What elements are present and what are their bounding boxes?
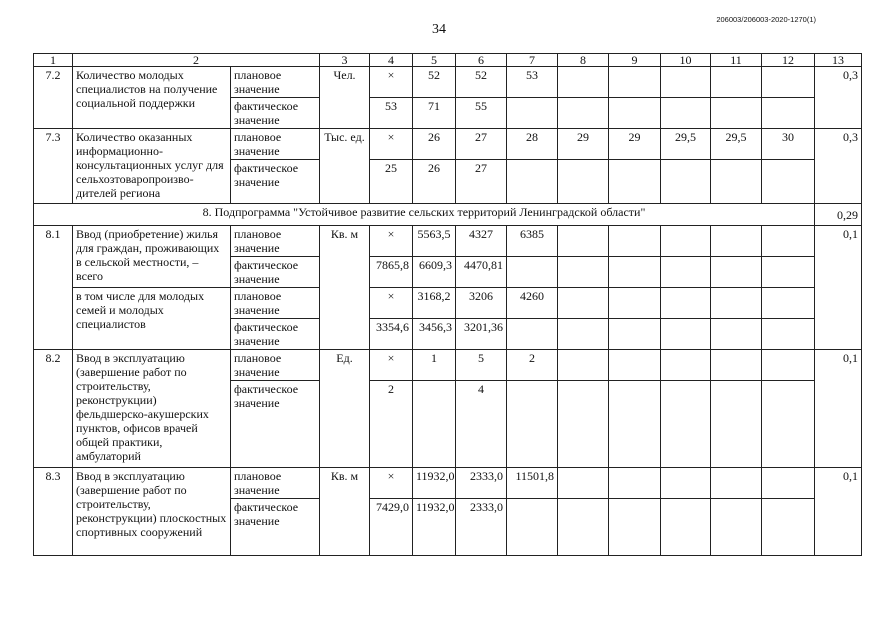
value-cell [558,381,609,468]
fact-label: фактическое значение [231,257,320,288]
header-cell: 2 [73,54,320,67]
value-cell [661,499,711,556]
value-cell [558,350,609,381]
value-cell: 3168,2 [413,288,456,319]
value-cell: 2333,0 [456,468,507,499]
value-cell: × [370,129,413,160]
value-cell: 26 [413,160,456,204]
value-cell: × [370,350,413,381]
value-cell [507,257,558,288]
value-cell: 2333,0 [456,499,507,556]
value-cell: 25 [370,160,413,204]
weight-cell: 0,1 [815,468,862,556]
value-cell: 11932,0 [413,468,456,499]
value-cell [762,319,815,350]
value-cell: 5 [456,350,507,381]
fact-label: фактическое значение [231,499,320,556]
weight-cell: 0,1 [815,226,862,350]
value-cell: 7429,0 [370,499,413,556]
value-cell: 3354,6 [370,319,413,350]
value-cell: 5563,5 [413,226,456,257]
value-cell [711,288,762,319]
header-cell: 5 [413,54,456,67]
plan-label: плановое значение [231,468,320,499]
value-cell [661,319,711,350]
weight-cell: 0,29 [815,204,862,226]
value-cell: 1 [413,350,456,381]
value-cell [711,319,762,350]
section-row [34,204,862,226]
value-cell: × [370,67,413,98]
value-cell [762,381,815,468]
value-cell: 27 [456,160,507,204]
value-cell [762,468,815,499]
value-cell [558,160,609,204]
indicator-subname: в том числе для молодых семей и молодых специалистов [73,288,231,350]
value-cell [762,160,815,204]
value-cell: × [370,288,413,319]
value-cell [711,350,762,381]
value-cell: 71 [413,98,456,129]
value-cell: 2 [370,381,413,468]
value-cell [609,319,661,350]
weight-cell: 0,3 [815,67,862,129]
value-cell: 7865,8 [370,257,413,288]
indicator-name: Ввод в эксплуатацию (завершение работ по строительству, реконструкции) фельдшерско-акушерских пунктов, офисов врачей общей практики, амбулаторий [73,350,231,468]
value-cell [762,226,815,257]
value-cell [558,98,609,129]
value-cell [558,257,609,288]
row-number: 8.1 [34,226,73,350]
weight-cell: 0,1 [815,350,862,468]
row-number: 7.3 [34,129,73,204]
value-cell: 29 [558,129,609,160]
table-row [34,468,862,499]
table-row [34,67,862,98]
value-cell: 29,5 [711,129,762,160]
unit-cell: Тыс. ед. [320,129,370,204]
value-cell [609,381,661,468]
value-cell: 2 [507,350,558,381]
value-cell [762,499,815,556]
table-row [34,226,862,257]
weight-cell: 0,3 [815,129,862,204]
unit-cell: Кв. м [320,468,370,556]
value-cell: 52 [456,67,507,98]
indicator-name: Количество молодых специалистов на получение социальной поддержки [73,67,231,129]
value-cell [661,67,711,98]
value-cell: × [370,468,413,499]
plan-label: плановое значение [231,129,320,160]
value-cell [661,350,711,381]
value-cell [558,288,609,319]
plan-label: плановое значение [231,288,320,319]
header-row [34,54,862,67]
value-cell [413,381,456,468]
value-cell [661,288,711,319]
value-cell: 29 [609,129,661,160]
value-cell: 4260 [507,288,558,319]
value-cell [558,226,609,257]
header-cell: 12 [762,54,815,67]
value-cell [661,381,711,468]
plan-label: плановое значение [231,67,320,98]
value-cell [507,98,558,129]
value-cell [558,67,609,98]
value-cell [558,319,609,350]
value-cell [661,226,711,257]
value-cell: 6385 [507,226,558,257]
value-cell: 55 [456,98,507,129]
document-code: 206003/206003-2020-1270(1) [716,15,816,24]
value-cell: 11501,8 [507,468,558,499]
value-cell [661,468,711,499]
header-cell: 4 [370,54,413,67]
value-cell: 53 [370,98,413,129]
value-cell [507,499,558,556]
value-cell [558,468,609,499]
value-cell [762,257,815,288]
value-cell [507,381,558,468]
row-number: 8.2 [34,350,73,468]
header-cell: 6 [456,54,507,67]
fact-label: фактическое значение [231,98,320,129]
value-cell [609,160,661,204]
value-cell [609,499,661,556]
value-cell: 6609,3 [413,257,456,288]
value-cell [558,499,609,556]
table-row [34,350,862,381]
row-number: 8.3 [34,468,73,556]
value-cell: 11932,0 [413,499,456,556]
value-cell [661,160,711,204]
row-number: 7.2 [34,67,73,129]
value-cell: 52 [413,67,456,98]
header-cell: 7 [507,54,558,67]
value-cell: 4470,81 [456,257,507,288]
page-number: 34 [432,22,446,37]
indicator-name: Ввод (приобретение) жилья для граждан, проживающих в сельской местности, – всего [73,226,231,288]
table-row [34,288,862,319]
value-cell: 3456,3 [413,319,456,350]
fact-label: фактическое значение [231,381,320,468]
header-cell: 8 [558,54,609,67]
value-cell [507,160,558,204]
unit-cell: Ед. [320,350,370,468]
header-cell: 9 [609,54,661,67]
section-title: 8. Подпрограмма "Устойчивое развитие сельских территорий Ленинградской области" [34,204,815,226]
value-cell [609,67,661,98]
value-cell: 30 [762,129,815,160]
value-cell [609,468,661,499]
indicator-table [33,53,862,556]
value-cell: 27 [456,129,507,160]
value-cell [711,381,762,468]
value-cell: 29,5 [661,129,711,160]
value-cell [609,257,661,288]
value-cell [711,226,762,257]
value-cell [661,98,711,129]
header-cell: 3 [320,54,370,67]
value-cell [762,67,815,98]
value-cell: 3206 [456,288,507,319]
indicator-name: Ввод в эксплуатацию (завершение работ по строительству, реконструкции) плоскостных спортивных сооружений [73,468,231,556]
header-cell: 1 [34,54,73,67]
value-cell [711,257,762,288]
value-cell [711,468,762,499]
value-cell [711,499,762,556]
value-cell [762,288,815,319]
value-cell: × [370,226,413,257]
value-cell: 28 [507,129,558,160]
value-cell: 3201,36 [456,319,507,350]
value-cell [609,98,661,129]
value-cell [609,350,661,381]
value-cell [711,98,762,129]
value-cell [762,350,815,381]
header-cell: 13 [815,54,862,67]
fact-label: фактическое значение [231,319,320,350]
value-cell: 4327 [456,226,507,257]
table-row [34,129,862,160]
header-cell: 11 [711,54,762,67]
value-cell [711,67,762,98]
value-cell [609,288,661,319]
plan-label: плановое значение [231,350,320,381]
value-cell [661,257,711,288]
unit-cell: Кв. м [320,226,370,350]
unit-cell: Чел. [320,67,370,129]
value-cell [762,98,815,129]
value-cell [609,226,661,257]
fact-label: фактическое значение [231,160,320,204]
value-cell: 4 [456,381,507,468]
indicator-name: Количество оказанных информационно-консультационных услуг для сельхозтоваропроизво-дителей региона [73,129,231,204]
plan-label: плановое значение [231,226,320,257]
header-cell: 10 [661,54,711,67]
value-cell [507,319,558,350]
value-cell: 53 [507,67,558,98]
value-cell: 26 [413,129,456,160]
value-cell [711,160,762,204]
